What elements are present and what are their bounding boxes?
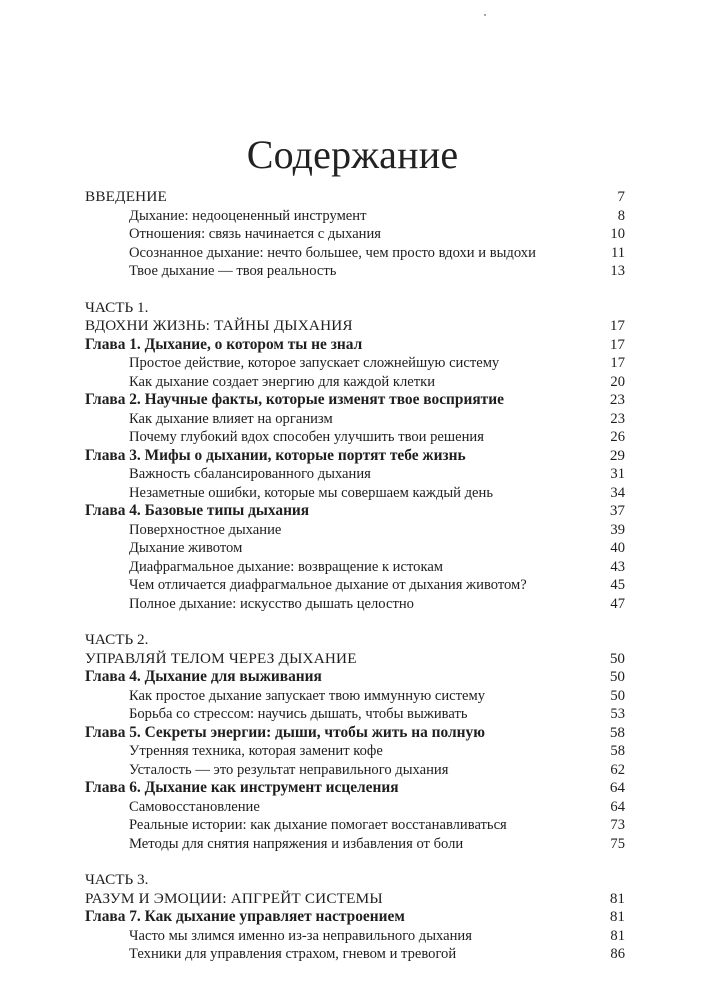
toc-page-number: 11 [610,244,625,261]
toc-part-heading [85,317,625,336]
toc-title: Самовосстановление [129,798,260,815]
toc-part-heading [85,650,625,669]
toc-chapter [85,502,625,521]
toc-chapter [85,391,625,410]
toc-entry [85,428,625,447]
toc-page-number: 29 [609,446,625,464]
toc-title: Простое действие, которое запускает сложнейшую систему [129,355,500,371]
toc-page-number: 7 [617,188,625,205]
toc-chapter [85,668,625,687]
toc-title: Твое дыхание — твоя реальность [129,263,337,279]
toc-entry [85,521,625,540]
toc-page-number: 86 [610,946,625,962]
page-title: Содержание [246,131,459,177]
toc-page-number: 45 [610,577,625,593]
toc-page-number: 81 [609,908,625,925]
toc-entry [85,798,625,817]
toc-part-label [85,631,625,650]
toc-entry [85,354,625,373]
toc-entry [85,927,625,946]
toc-page-number: 31 [610,466,625,482]
toc-page-number: 50 [610,687,625,704]
toc-entry [85,945,625,964]
toc-title: Важность сбалансированного дыхания [129,466,371,482]
toc-title: Глава 4. Дыхание для выживания [85,668,322,685]
toc-page-number: 34 [610,484,625,501]
toc-title: ЧАСТЬ 2. [85,631,149,648]
toc-entry [85,761,625,780]
toc-page-number: 17 [610,355,625,371]
toc-entry [85,835,625,854]
toc-title: Реальные истории: как дыхание помогает восстанавливаться [129,817,507,833]
toc-part-heading [85,188,625,207]
toc-page-number: 10 [610,226,625,242]
toc-title: РАЗУМ И ЭМОЦИИ: АПГРЕЙТ СИСТЕМЫ [85,889,383,907]
toc-chapter [85,908,625,927]
toc-title: Диафрагмальное дыхание: возвращение к истокам [129,558,444,575]
toc-page-number: 17 [609,335,625,353]
toc-page-number: 8 [617,207,625,224]
toc-entry [85,225,625,244]
toc-page-number: 40 [610,540,625,556]
toc-title: Незаметные ошибки, которые мы совершаем каждый день [129,484,494,501]
toc-title: Почему глубокий вдох способен улучшить твои решения [129,429,484,445]
toc-page-number: 73 [610,817,625,833]
toc-title: Как простое дыхание запускает твою иммунную систему [129,687,486,704]
toc-title: УПРАВЛЯЙ ТЕЛОМ ЧЕРЕЗ ДЫХАНИЕ [85,649,357,667]
toc-page-number: 39 [610,521,625,538]
toc-entry [85,742,625,761]
toc-title: Глава 4. Базовые типы дыхания [85,502,310,519]
toc-title: Осознанное дыхание: нечто большее, чем просто вдохи и выдохи [129,244,536,261]
toc-page-number: 62 [610,761,625,778]
toc-part-label [85,299,625,318]
toc-entry [85,410,625,429]
toc-title: Глава 2. Научные факты, которые изменят твое восприятие [85,391,504,408]
section-spacer [85,281,625,299]
toc-page-number: 64 [610,798,625,815]
toc-entry [85,595,625,614]
toc-entry [85,373,625,392]
toc-entry [85,484,625,503]
toc-page-number: 23 [610,410,625,427]
toc-entry [85,244,625,263]
toc-title: Как дыхание создает энергию для каждой клетки [129,373,435,390]
toc-page-number: 58 [610,743,625,759]
page-speck [484,14,486,16]
toc-page-number: 53 [610,706,625,722]
toc-page-number: 13 [610,263,625,279]
toc-entry [85,465,625,484]
toc-part-label [85,871,625,890]
toc-chapter [85,447,625,466]
toc-title: Усталость — это результат неправильного дыхания [129,761,449,778]
toc-chapter [85,724,625,743]
toc-page-number: 37 [609,502,625,519]
toc-entry [85,207,625,226]
toc-entry [85,576,625,595]
toc-title: ВВЕДЕНИЕ [85,188,167,205]
toc-entry [85,705,625,724]
toc-page-number: 50 [609,668,625,685]
toc-page-number: 81 [609,889,625,907]
toc-page-number: 81 [610,927,625,944]
toc-title: Глава 6. Дыхание как инструмент исцеления [85,779,399,796]
section-spacer [85,853,625,871]
toc-title: Глава 3. Мифы о дыхании, которые портят тебе жизнь [85,446,466,464]
toc-page-number: 23 [609,391,625,408]
toc-title: Утренняя техника, которая заменит кофе [129,743,383,759]
toc-title: Полное дыхание: искусство дышать целостно [129,595,414,612]
toc-chapter [85,336,625,355]
toc-page-number: 47 [610,595,625,612]
toc-chapter [85,779,625,798]
toc-entry [85,262,625,281]
toc-entry [85,687,625,706]
toc-page-number: 50 [609,649,625,667]
toc-title: Глава 1. Дыхание, о котором ты не знал [85,335,363,353]
toc-entry [85,816,625,835]
table-of-contents [85,188,625,964]
toc-title: Методы для снятия напряжения и избавления от боли [129,835,464,852]
toc-title: Дыхание животом [129,540,243,556]
toc-part-heading [85,890,625,909]
toc-page-number: 26 [610,429,625,445]
toc-page-number: 58 [609,723,625,741]
section-spacer [85,613,625,631]
toc-title: Часто мы злимся именно из-за неправильного дыхания [129,927,472,944]
toc-title: ВДОХНИ ЖИЗНЬ: ТАЙНЫ ДЫХАНИЯ [85,317,353,334]
toc-title: Чем отличается диафрагмальное дыхание от дыхания животом? [129,577,527,593]
toc-title: Глава 7. Как дыхание управляет настроением [85,908,405,925]
toc-title: Глава 5. Секреты энергии: дыши, чтобы жить на полную [85,723,486,741]
toc-title: Дыхание: недооцененный инструмент [129,207,367,224]
toc-page-number: 20 [610,373,625,390]
toc-entry [85,539,625,558]
toc-page-number: 75 [610,835,625,852]
toc-title: Техники для управления страхом, гневом и тревогой [129,946,457,962]
toc-title: Отношения: связь начинается с дыхания [129,226,382,242]
toc-title: Как дыхание влияет на организм [129,410,333,427]
toc-page-number: 64 [609,779,625,796]
toc-title: ЧАСТЬ 3. [85,871,149,888]
toc-page-number: 43 [610,558,625,575]
toc-title: ЧАСТЬ 1. [85,298,149,316]
toc-page-number: 17 [609,317,625,334]
toc-entry [85,558,625,577]
toc-title: Борьба со стрессом: научись дышать, чтобы выживать [129,706,468,722]
toc-title: Поверхностное дыхание [129,521,282,538]
